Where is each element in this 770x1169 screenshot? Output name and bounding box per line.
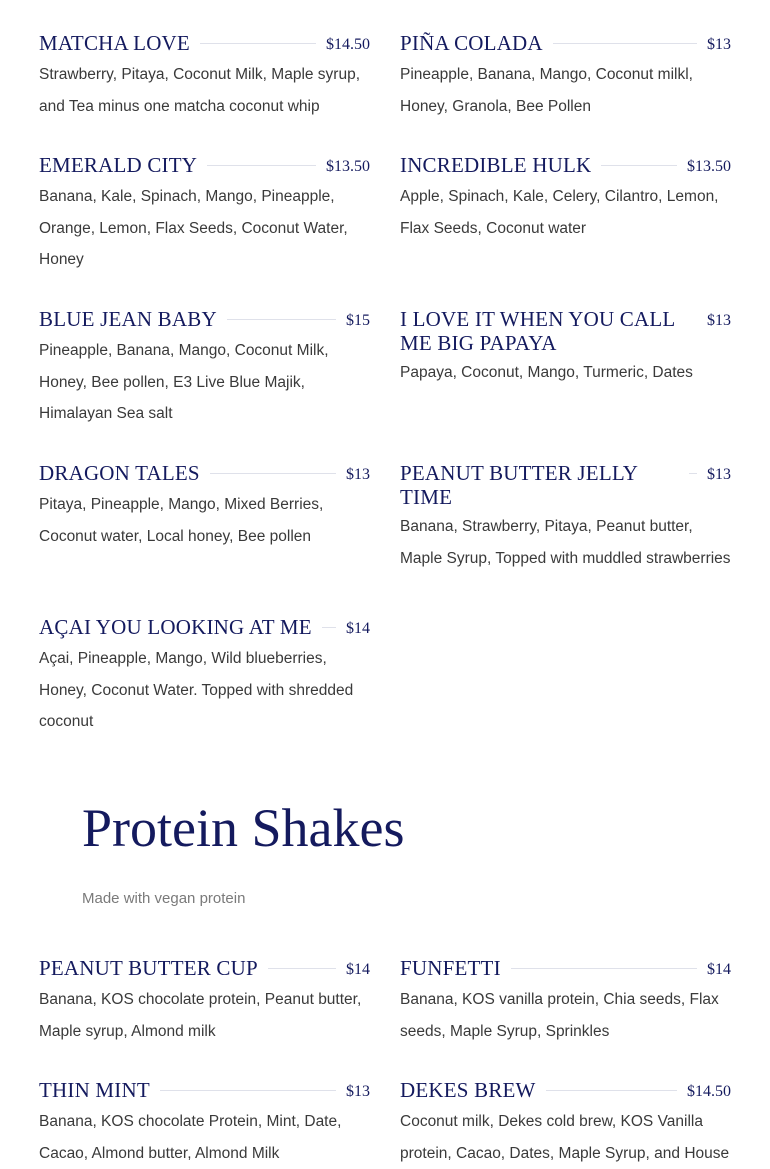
item-price: $14.50 [326,36,370,53]
item-name: DEKES BREW [400,1078,536,1102]
dotted-leader [546,1078,677,1091]
item-name: INCREDIBLE HULK [400,153,592,177]
item-name: BLUE JEAN BABY [39,307,217,331]
dotted-leader [160,1078,336,1091]
dotted-leader [207,153,316,166]
section-title: Protein Shakes [82,798,405,858]
item-name: FUNFETTI [400,956,501,980]
item-description: Banana, KOS chocolate Protein, Mint, Date, Cacao, Almond butter, Almond Milk [39,1113,342,1162]
item-description: Pitaya, Pineapple, Mango, Mixed Berries, Coconut water, Local honey, Bee pollen [39,496,324,545]
item-description: Banana, Kale, Spinach, Mango, Pineapple, Orange, Lemon, Flax Seeds, Coconut Water, Honey [39,188,348,268]
item-description: Pineapple, Banana, Mango, Coconut Milk, Honey, Bee pollen, E3 Live Blue Majik, Himalayan Sea salt [39,342,329,422]
dotted-leader [553,31,697,44]
menu-item [400,1078,731,1169]
item-price: $14 [346,961,370,978]
menu-item-header [39,1078,370,1104]
item-price: $13 [707,36,731,53]
item-price: $13.50 [326,158,370,175]
item-name: I LOVE IT WHEN YOU CALL ME BIG PAPAYA [400,307,675,355]
item-description: Apple, Spinach, Kale, Celery, Cilantro, Lemon, Flax Seeds, Coconut water [400,188,719,237]
menu-item [39,1078,370,1169]
dotted-leader [511,956,697,969]
item-description: Coconut milk, Dekes cold brew, KOS Vanilla protein, Cacao, Dates, Maple Syrup, and House [400,1113,730,1162]
menu-item-header [400,461,731,509]
item-description: Banana, KOS chocolate protein, Peanut butter, Maple syrup, Almond milk [39,991,362,1040]
item-description: Strawberry, Pitaya, Coconut Milk, Maple syrup, and Tea minus one matcha coconut whip [39,66,361,115]
item-name: PIÑA COLADA [400,31,543,55]
item-name: PEANUT BUTTER CUP [39,956,258,980]
menu-item [400,956,731,1047]
menu-item-header [400,153,731,179]
menu-item [39,615,370,738]
dotted-leader [322,615,336,628]
menu-item [400,31,731,122]
menu-item [39,956,370,1047]
menu-item-header [39,615,370,641]
menu-item-header [39,307,370,333]
dotted-leader [210,461,336,474]
item-price: $13 [346,1083,370,1100]
item-name: MATCHA LOVE [39,31,190,55]
item-name: DRAGON TALES [39,461,200,485]
menu-item-header [400,307,731,355]
item-price: $15 [346,312,370,329]
menu-item [39,153,370,276]
menu-item-header [400,31,731,57]
menu-item-header [39,956,370,982]
dotted-leader [200,31,316,44]
menu-item-header [39,461,370,487]
dotted-leader [689,461,697,474]
item-name: THIN MINT [39,1078,150,1102]
item-description: Pineapple, Banana, Mango, Coconut milkl, Honey, Granola, Bee Pollen [400,66,693,115]
menu-item-header [39,31,370,57]
item-price: $13 [346,466,370,483]
item-price: $13.50 [687,158,731,175]
dotted-leader [227,307,336,320]
item-price: $13 [707,312,731,329]
item-description: Banana, Strawberry, Pitaya, Peanut butter, Maple Syrup, Topped with muddled strawberries [400,518,731,567]
item-price: $14.50 [687,1083,731,1100]
menu-item [39,31,370,122]
item-price: $14 [707,961,731,978]
item-description: Papaya, Coconut, Mango, Turmeric, Dates [400,364,693,381]
dotted-leader [689,307,697,320]
section-subtitle: Made with vegan protein [82,890,246,907]
menu-item [400,153,731,244]
item-price: $13 [707,466,731,483]
item-name: EMERALD CITY [39,153,198,177]
item-price: $14 [346,620,370,637]
menu-item-header [400,1078,731,1104]
menu-item [39,461,370,552]
item-description: Açai, Pineapple, Mango, Wild blueberries, Honey, Coconut Water. Topped with shredded coconut [39,650,354,730]
menu-item-header [39,153,370,179]
menu-item-header [400,956,731,982]
item-name: PEANUT BUTTER JELLY TIME [400,461,638,509]
menu-item [400,461,731,574]
menu-item [400,307,731,389]
menu-item [39,307,370,430]
item-description: Banana, KOS vanilla protein, Chia seeds, Flax seeds, Maple Syrup, Sprinkles [400,991,719,1040]
dotted-leader [601,153,677,166]
dotted-leader [268,956,336,969]
item-name: AÇAI YOU LOOKING AT ME [39,615,312,639]
